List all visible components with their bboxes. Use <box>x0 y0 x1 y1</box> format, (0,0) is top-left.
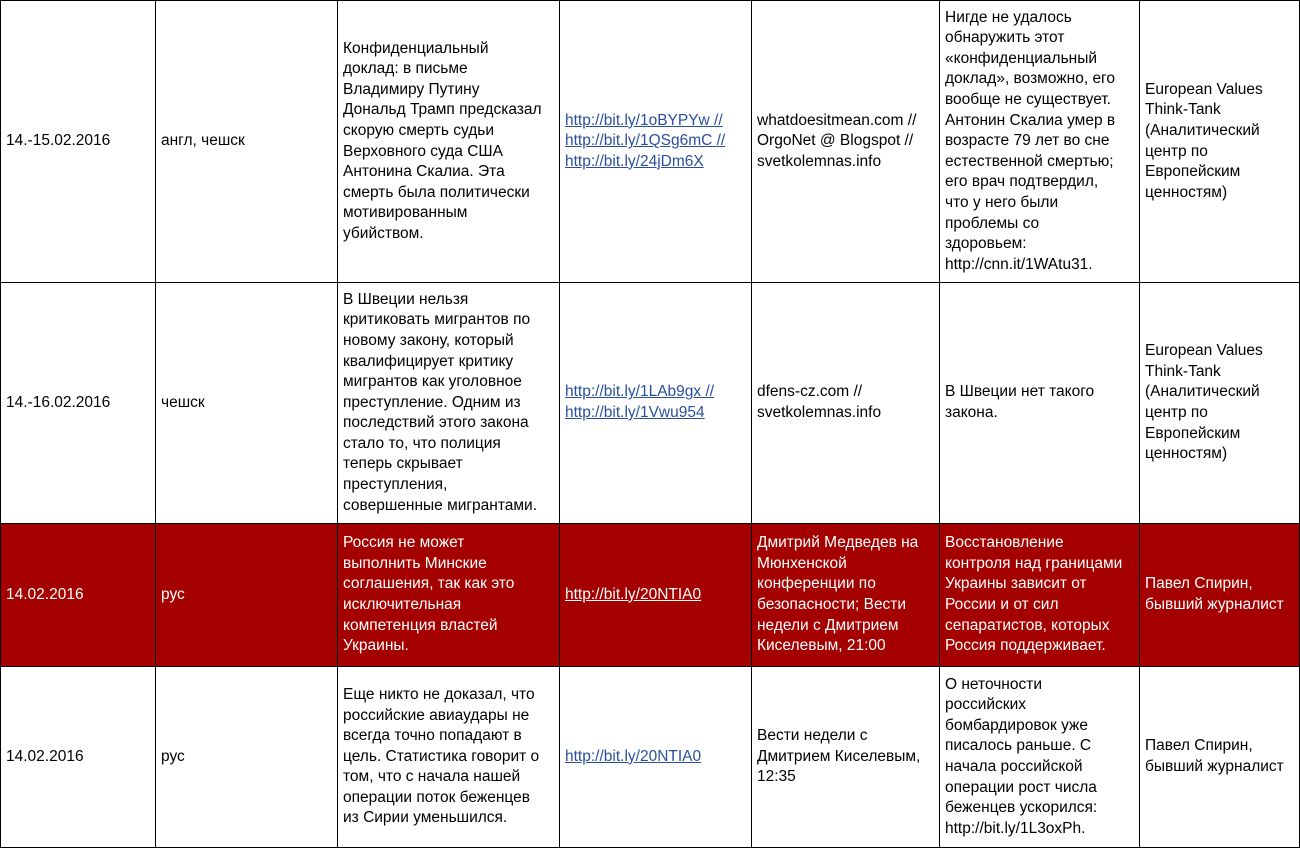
table-row <box>1 1 1300 283</box>
language-cell: рус <box>156 524 338 667</box>
disproof-cell: Восстановление контроля над границами Украины зависит от России и от сил сепаратистов, которых Россия поддерживает. <box>940 524 1140 667</box>
claim-cell: В Швеции нельзя критиковать мигрантов по новому закону, который квалифицирует критику мигрантов как уголовное преступление. Одним из последствий этого закона стало то, что полиция теперь скрывает преступления, совершенные мигрантами. <box>338 283 560 524</box>
language-cell: чешск <box>156 283 338 524</box>
source-link[interactable]: http://bit.ly/1oBYPYw // http://bit.ly/1QSg6mC // http://bit.ly/24jDm6X <box>565 111 726 170</box>
claim-cell: Конфиденциальный доклад: в письме Владимиру Путину Дональд Трамп предсказал скорую смерть судьи Верховного суда США Антонина Скалиа. Эта смерть была политически мотивированным убийством. <box>338 1 560 283</box>
table-row <box>1 283 1300 524</box>
source-cell: Дмитрий Медведев на Мюнхенской конференции по безопасности; Вести недели с Дмитрием Киселевым, 21:00 <box>752 524 940 667</box>
table-row-highlighted <box>1 524 1300 667</box>
claim-cell: Еще никто не доказал, что российские авиаудары не всегда точно попадают в цель. Статистика говорит о том, что с начала нашей операции поток беженцев из Сирии уменьшился. <box>338 667 560 848</box>
date-cell: 14.02.2016 <box>1 524 156 667</box>
reporter-cell: European Values Think-Tank (Аналитический центр по Европейским ценностям) <box>1140 1 1300 283</box>
source-cell: whatdoesitmean.com // OrgoNet @ Blogspot // svetkolemnas.info <box>752 1 940 283</box>
date-cell: 14.02.2016 <box>1 667 156 848</box>
links-cell <box>560 667 752 848</box>
disproof-cell: В Швеции нет такого закона. <box>940 283 1140 524</box>
source-cell: Вести недели с Дмитрием Киселевым, 12:35 <box>752 667 940 848</box>
source-link[interactable]: http://bit.ly/1LAb9gx // http://bit.ly/1Vwu954 <box>565 383 715 421</box>
reporter-cell: European Values Think-Tank (Аналитический центр по Европейским ценностям) <box>1140 283 1300 524</box>
reporter-cell: Павел Спирин, бывший журналист <box>1140 524 1300 667</box>
disproof-cell: О неточности российских бомбардировок уже писалось раньше. С начала российской операции рост числа беженцев ускорился: http://bit.ly/1L3oxPh. <box>940 667 1140 848</box>
table-row <box>1 667 1300 848</box>
language-cell: рус <box>156 667 338 848</box>
date-cell: 14.-16.02.2016 <box>1 283 156 524</box>
disproof-cell: Нигде не удалось обнаружить этот «конфиденциальный доклад», возможно, его вообще не существует. Антонин Скалиа умер в возрасте 79 лет во сне естественной смертью; его врач подтвердил, что у него были проблемы со здоровьем: http://cnn.it/1WAtu31. <box>940 1 1140 283</box>
reporter-cell: Павел Спирин, бывший журналист <box>1140 667 1300 848</box>
links-cell <box>560 524 752 667</box>
source-link[interactable]: http://bit.ly/20NTIA0 <box>565 747 702 765</box>
links-cell <box>560 283 752 524</box>
date-cell: 14.-15.02.2016 <box>1 1 156 283</box>
links-cell <box>560 1 752 283</box>
language-cell: англ, чешск <box>156 1 338 283</box>
source-cell: dfens-cz.com // svetkolemnas.info <box>752 283 940 524</box>
claim-cell: Россия не может выполнить Минские соглашения, так как это исключительная компетенция властей Украины. <box>338 524 560 667</box>
source-link[interactable]: http://bit.ly/20NTIA0 <box>565 585 702 603</box>
